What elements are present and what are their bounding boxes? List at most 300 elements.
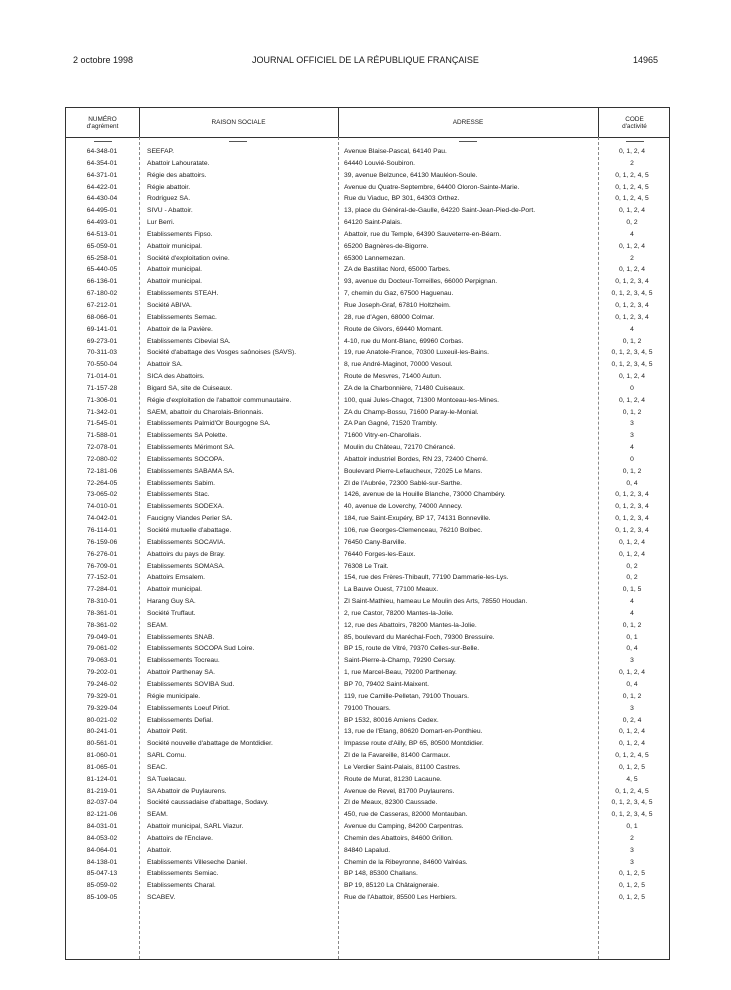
activity-code: 0, 1, 2, 3, 4, 5 — [611, 349, 653, 357]
agrement-number: 79-202-01 — [86, 669, 118, 677]
raison-sociale: Etablissements SOVIBA Sud. — [147, 680, 235, 688]
agrement-number: 64-422-01 — [86, 183, 118, 191]
raison-sociale: Etablissements Sabim. — [147, 479, 216, 487]
raison-sociale: Régie des abattoirs. — [147, 171, 207, 179]
activity-code: 0, 1, 2, 3, 4, 5 — [611, 361, 653, 369]
adresse: 65300 Lannemezan. — [344, 254, 405, 262]
raison-sociale: Lur Berri. — [147, 219, 175, 227]
agrement-number: 81-065-01 — [86, 763, 118, 771]
table-row — [66, 596, 671, 608]
raison-sociale: Abattoir municipal, SARL Viazur. — [147, 823, 244, 831]
column-dash — [94, 141, 112, 142]
column-header-numero-line2: d'agrément — [86, 122, 119, 130]
activity-code: 0, 1, 2, 4, 5 — [615, 787, 649, 795]
adresse: 64440 Louvié-Soubiron. — [344, 159, 416, 167]
raison-sociale: Etablissements SA Polette. — [147, 432, 228, 440]
adresse: 8, rue André-Maginot, 70000 Vesoul. — [344, 361, 453, 369]
adresse: Abattoir, rue du Temple, 64390 Sauveterre-en-Béarn. — [344, 230, 502, 238]
adresse: Rue de l'Abattoir, 85500 Les Herbiers. — [344, 894, 457, 902]
raison-sociale: Rodriguez SA. — [147, 195, 191, 203]
table-row — [66, 857, 671, 869]
column-header-code-line2: d'activité — [622, 122, 647, 130]
agrement-number: 73-065-02 — [86, 491, 118, 499]
table-row — [66, 584, 671, 596]
journal-title: JOURNAL OFFICIEL DE LA RÉPUBLIQUE FRANÇAISE — [252, 55, 479, 65]
adresse: ZA Pan Gagné, 71520 Trambly. — [344, 420, 438, 428]
activity-code: 0, 1, 2, 4 — [618, 538, 646, 546]
table-row — [66, 229, 671, 241]
table-row — [66, 264, 671, 276]
agrement-number: 74-042-01 — [86, 515, 118, 523]
raison-sociale: Etablissements Loeuf Piriot. — [147, 704, 230, 712]
table-row — [66, 738, 671, 750]
column-header-adresse-label: ADRESSE — [452, 119, 484, 126]
table-row — [66, 513, 671, 525]
adresse: 119, rue Camille-Pelletan, 79100 Thouars. — [344, 692, 470, 700]
column-header-raison-sociale — [139, 108, 338, 137]
agrement-number: 71-342-01 — [86, 408, 118, 416]
header-date: 2 octobre 1998 — [73, 55, 134, 65]
agrement-number: 64-348-01 — [86, 148, 118, 155]
agrement-number: 85-109-05 — [86, 894, 118, 902]
agrement-number: 78-361-01 — [86, 609, 118, 617]
adresse: 13, rue de l'Etang, 80620 Domart-en-Ponthieu. — [344, 728, 483, 736]
adresse: Chemin des Abattoirs, 84600 Grillon. — [344, 834, 453, 842]
table-row — [66, 276, 671, 288]
raison-sociale: Etablissements Cibevial SA. — [147, 337, 231, 345]
activity-code: 0, 1, 2, 4 — [618, 373, 646, 381]
table-row — [66, 797, 671, 809]
raison-sociale: SICA des Abattoirs. — [147, 373, 205, 381]
table-row — [66, 300, 671, 312]
raison-sociale: Régie abattoir. — [147, 183, 191, 191]
activity-code: 0, 2, 4 — [622, 716, 642, 724]
agrement-number: 69-141-01 — [86, 325, 118, 333]
agrement-number: 85-047-13 — [86, 870, 118, 878]
raison-sociale: Etablissements SNAB. — [147, 633, 215, 641]
activity-code: 0, 1, 2, 4 — [618, 669, 646, 677]
table-row — [66, 880, 671, 892]
raison-sociale: Etablissements Palmid'Or Bourgogne SA. — [147, 420, 271, 428]
raison-sociale: Etablissements Semiac. — [147, 870, 219, 878]
adresse: Boulevard Pierre-Lefaucheux, 72025 Le Mans. — [344, 467, 483, 475]
adresse: 84840 Lapalud. — [344, 846, 391, 854]
column-header-adresse — [338, 108, 598, 137]
activity-code: 0, 1, 2 — [622, 337, 642, 345]
activity-code: 0, 1, 2, 3, 4 — [615, 491, 649, 499]
table-row — [66, 655, 671, 667]
table-row — [66, 549, 671, 561]
agrement-number: 84-138-01 — [86, 858, 118, 866]
table-row — [66, 442, 671, 454]
agrement-number: 71-157-28 — [86, 384, 118, 392]
agrement-number: 84-031-01 — [86, 823, 118, 831]
table-row — [66, 371, 671, 383]
adresse: Route de Mesvres, 71400 Autun. — [344, 373, 442, 381]
table-row — [66, 359, 671, 371]
agrement-number: 79-329-04 — [86, 704, 118, 712]
adresse: 13, place du Général-de-Gaulle, 64220 Saint-Jean-Pied-de-Port. — [344, 207, 536, 215]
agrement-number: 84-064-01 — [86, 846, 118, 854]
adresse: 19, rue Anatole-France, 70300 Luxeuil-les-Bains. — [344, 349, 489, 357]
adresse: Moulin du Château, 72170 Chérancé. — [344, 444, 456, 452]
table-row — [66, 383, 671, 395]
activity-code: 0, 1, 2, 3, 4 — [615, 515, 649, 523]
agrement-number: 64-493-01 — [86, 219, 118, 227]
activity-code: 0 — [630, 384, 634, 392]
activity-code: 2 — [630, 834, 634, 842]
activity-code: 4 — [630, 230, 634, 238]
activity-code: 0, 1, 2 — [622, 467, 642, 475]
raison-sociale: Abattoirs Emsalem. — [147, 574, 205, 582]
adresse: 85, boulevard du Maréchal-Foch, 79300 Bressuire. — [344, 633, 495, 641]
table-row — [66, 430, 671, 442]
agrement-number: 80-021-02 — [86, 716, 118, 724]
activity-code: 3 — [630, 432, 634, 440]
table-row — [66, 501, 671, 513]
agrement-number: 68-066-01 — [86, 313, 118, 321]
activity-code: 0, 1, 2, 4, 5 — [615, 171, 649, 179]
activity-code: 0, 1, 2, 4 — [618, 740, 646, 748]
adresse: Route de Givors, 69440 Mornant. — [344, 325, 443, 333]
raison-sociale: Abattoir municipal. — [147, 242, 203, 250]
agrement-number: 79-061-02 — [86, 645, 118, 653]
agrement-number: 82-037-04 — [86, 799, 118, 807]
activity-code: 2 — [630, 254, 634, 262]
activity-code: 0, 4 — [626, 479, 638, 487]
agrement-number: 77-284-01 — [86, 586, 118, 594]
raison-sociale: Etablissements SOCAVIA. — [147, 538, 226, 546]
raison-sociale: SEAC. — [147, 763, 168, 771]
raison-sociale: Harang Guy SA. — [147, 598, 196, 606]
activity-code: 0, 1, 2, 4 — [618, 266, 646, 274]
agrement-number: 84-053-02 — [86, 834, 118, 842]
column-header-raison-label: RAISON SOCIALE — [211, 119, 266, 126]
agrement-number: 81-124-01 — [86, 775, 118, 783]
raison-sociale: SCABEV. — [147, 894, 176, 902]
table-row — [66, 478, 671, 490]
table-row — [66, 158, 671, 170]
table-row — [66, 217, 671, 229]
activity-code: 0, 1 — [626, 633, 638, 641]
agrement-number: 80-241-01 — [86, 728, 118, 736]
raison-sociale: Etablissements Villeseche Daniel. — [147, 858, 248, 866]
table-row — [66, 821, 671, 833]
activity-code: 0, 1, 2, 3, 4 — [615, 301, 649, 309]
table-row — [66, 146, 671, 158]
adresse: La Bauve Ouest, 77100 Meaux. — [344, 586, 439, 594]
raison-sociale: Société d'exploitation ovine. — [147, 254, 230, 262]
table-row — [66, 336, 671, 348]
raison-sociale: Abattoir SA. — [147, 361, 183, 369]
agrement-number: 71-545-01 — [86, 420, 118, 428]
raison-sociale: Abattoir municipal. — [147, 266, 203, 274]
adresse: 64120 Saint-Palais. — [344, 219, 402, 227]
adresse: 93, avenue du Docteur-Torreilles, 66000 Perpignan. — [344, 278, 498, 286]
raison-sociale: Abattoir Lahouratate. — [147, 159, 210, 167]
column-header-code — [598, 108, 671, 137]
table-row — [66, 691, 671, 703]
agrement-number: 64-495-01 — [86, 207, 118, 215]
adresse: Avenue de Revel, 81700 Puylaurens. — [344, 787, 455, 795]
agrement-number: 79-246-02 — [86, 680, 118, 688]
activity-code: 0 — [630, 455, 634, 463]
raison-sociale: Etablissements Semac. — [147, 313, 217, 321]
activity-code: 0, 2 — [626, 562, 638, 570]
table-row — [66, 667, 671, 679]
agreement-table — [65, 107, 670, 960]
adresse: 106, rue Georges-Clemenceau, 76210 Bolbec. — [344, 527, 483, 534]
raison-sociale: SEAM. — [147, 811, 168, 819]
agrement-number: 71-306-01 — [86, 396, 118, 404]
table-row — [66, 525, 671, 537]
table-row — [66, 679, 671, 691]
raison-sociale: Régie municipale. — [147, 692, 201, 700]
column-dash — [459, 141, 477, 142]
raison-sociale: Etablissements SOCOPA. — [147, 455, 225, 463]
header-divider — [66, 137, 669, 138]
raison-sociale: Faucigny Viandes Perier SA. — [147, 515, 233, 523]
activity-code: 0, 2 — [626, 574, 638, 582]
adresse: Avenue Blaise-Pascal, 64140 Pau. — [344, 148, 447, 155]
activity-code: 0, 1, 2, 4, 5 — [615, 752, 649, 760]
adresse: 1426, avenue de la Houille Blanche, 73000 Chambéry. — [344, 491, 506, 499]
adresse: Abattoir industriel Bordes, RN 23, 72400 Cherré. — [344, 455, 488, 463]
agrement-number: 72-264-05 — [86, 479, 118, 487]
raison-sociale: Régie d'exploitation de l'abattoir communautaire. — [147, 396, 292, 404]
activity-code: 3 — [630, 858, 634, 866]
column-header-code-line1: CODE — [625, 115, 644, 123]
raison-sociale: Société mutuelle d'abattage. — [147, 527, 232, 534]
adresse: 7, chemin du Gaz, 67500 Haguenau. — [344, 290, 454, 298]
activity-code: 0, 1, 2, 3, 4 — [615, 278, 649, 286]
activity-code: 4, 5 — [626, 775, 638, 783]
adresse: Avenue du Camping, 84200 Carpentras. — [344, 823, 464, 831]
activity-code: 0, 1, 2, 4 — [618, 396, 646, 404]
table-body — [66, 146, 671, 904]
activity-code: 0, 1, 2, 4 — [618, 148, 646, 155]
agrement-number: 72-080-02 — [86, 455, 118, 463]
raison-sociale: SARL Cornu. — [147, 752, 187, 760]
agrement-number: 85-059-02 — [86, 882, 118, 890]
raison-sociale: Etablissements STEAH. — [147, 290, 219, 298]
table-row — [66, 288, 671, 300]
agrement-number: 65-059-01 — [86, 242, 118, 250]
agrement-number: 72-181-06 — [86, 467, 118, 475]
activity-code: 0, 1, 2, 3, 4 — [615, 527, 649, 534]
raison-sociale: Société Truffaut. — [147, 609, 196, 617]
raison-sociale: Société d'abattage des Vosges saônoises (SAVS). — [147, 349, 297, 357]
agrement-number: 79-063-01 — [86, 657, 118, 665]
raison-sociale: Abattoirs de l'Enclave. — [147, 834, 213, 842]
activity-code: 0, 2 — [626, 219, 638, 227]
agrement-number: 72-078-01 — [86, 444, 118, 452]
raison-sociale: Etablissements SODEXA. — [147, 503, 224, 511]
raison-sociale: Abattoir de la Pavière. — [147, 325, 213, 333]
agrement-number: 78-310-01 — [86, 598, 118, 606]
agrement-number: 71-588-01 — [86, 432, 118, 440]
agrement-number: 67-180-02 — [86, 290, 118, 298]
table-row — [66, 608, 671, 620]
activity-code: 0, 1, 2, 4 — [618, 242, 646, 250]
raison-sociale: Abattoir municipal. — [147, 586, 203, 594]
activity-code: 0, 1, 2, 4 — [618, 728, 646, 736]
raison-sociale: Etablissements Stac. — [147, 491, 210, 499]
table-row — [66, 241, 671, 253]
table-row — [66, 643, 671, 655]
table-row — [66, 833, 671, 845]
column-header-numero — [66, 108, 139, 137]
adresse: ZI de Meaux, 82300 Caussade. — [344, 799, 438, 807]
adresse: 450, rue de Casseras, 82000 Montauban. — [344, 811, 468, 819]
activity-code: 0, 1, 2 — [622, 408, 642, 416]
table-row — [66, 170, 671, 182]
activity-code: 4 — [630, 598, 634, 606]
table-row — [66, 561, 671, 573]
agrement-number: 77-152-01 — [86, 574, 118, 582]
agrement-number: 64-430-04 — [86, 195, 118, 203]
adresse: 154, rue des Frères-Thibault, 77190 Dammarie-les-Lys. — [344, 574, 509, 582]
activity-code: 0, 1, 2, 3, 4, 5 — [611, 799, 653, 807]
adresse: 40, avenue de Loverchy, 74000 Annecy. — [344, 503, 463, 511]
activity-code: 0, 1, 2, 3, 4, 5 — [611, 290, 653, 298]
table-row — [66, 726, 671, 738]
adresse: BP 15, route de Vitré, 79370 Celles-sur-Belle. — [344, 645, 480, 653]
raison-sociale: Etablissements Mérimont SA. — [147, 444, 235, 452]
activity-code: 4 — [630, 325, 634, 333]
adresse: 76308 Le Trait. — [344, 562, 389, 570]
activity-code: 0, 1, 2, 4 — [618, 207, 646, 215]
adresse: Rue du Viaduc, BP 301, 64303 Orthez. — [344, 195, 460, 203]
adresse: 76450 Cany-Barville. — [344, 538, 407, 546]
adresse: Le Verdier Saint-Palais, 81100 Castres. — [344, 763, 461, 771]
table-row — [66, 205, 671, 217]
activity-code: 0, 1, 2, 5 — [618, 894, 646, 902]
table-row — [66, 418, 671, 430]
adresse: ZA du Champ-Bossu, 71600 Paray-le-Monial. — [344, 408, 479, 416]
raison-sociale: Etablissements SOCOPA Sud Loire. — [147, 645, 255, 653]
adresse: 184, rue Saint-Exupéry, BP 17, 74131 Bonneville. — [344, 515, 491, 523]
activity-code: 0, 1, 2, 4, 5 — [615, 195, 649, 203]
adresse: 12, rue des Abattoirs, 78200 Mantes-la-Jolie. — [344, 621, 477, 629]
agrement-number: 67-212-01 — [86, 301, 118, 309]
activity-code: 0, 1, 5 — [622, 586, 642, 594]
raison-sociale: Abattoir. — [147, 846, 172, 854]
agrement-number: 80-561-01 — [86, 740, 118, 748]
adresse: 28, rue d'Agen, 68000 Colmar. — [344, 313, 435, 321]
activity-code: 0, 1, 2, 3, 4 — [615, 503, 649, 511]
raison-sociale: Bigard SA, site de Cuiseaux. — [147, 384, 233, 392]
table-row — [66, 845, 671, 857]
table-row — [66, 182, 671, 194]
activity-code: 0, 1 — [626, 823, 638, 831]
agrement-number: 65-440-05 — [86, 266, 118, 274]
agrement-number: 79-049-01 — [86, 633, 118, 641]
adresse: Saint-Pierre-à-Champ, 79290 Cersay. — [344, 657, 456, 665]
activity-code: 0, 1, 2, 5 — [618, 870, 646, 878]
raison-sociale: Etablissements SABAMA SA. — [147, 467, 235, 475]
raison-sociale: Abattoirs du pays de Bray. — [147, 550, 225, 558]
agrement-number: 66-136-01 — [86, 278, 118, 286]
table-row — [66, 868, 671, 880]
adresse: 65200 Bagnères-de-Bigorre. — [344, 242, 429, 250]
raison-sociale: SEAM. — [147, 621, 168, 629]
activity-code: 0, 4 — [626, 680, 638, 688]
table-row — [66, 253, 671, 265]
activity-code: 4 — [630, 444, 634, 452]
adresse: BP 19, 85120 La Châtaigneraie. — [344, 882, 440, 890]
adresse: 79100 Thouars. — [344, 704, 391, 712]
table-row — [66, 395, 671, 407]
agrement-number: 81-060-01 — [86, 752, 118, 760]
activity-code: 0, 1, 2 — [622, 692, 642, 700]
activity-code: 3 — [630, 704, 634, 712]
raison-sociale: Société nouvelle d'abattage de Montdidier. — [147, 740, 273, 748]
adresse: Chemin de la Ribeyronne, 84600 Valréas. — [344, 858, 468, 866]
agrement-number: 69-273-01 — [86, 337, 118, 345]
adresse: 4-10, rue du Mont-Blanc, 69960 Corbas. — [344, 337, 464, 345]
table-row — [66, 809, 671, 821]
adresse: 71600 Vitry-en-Charollais. — [344, 432, 422, 440]
table-row — [66, 892, 671, 904]
adresse: 39, avenue Belzunce, 64130 Mauléon-Soule. — [344, 171, 478, 179]
table-row — [66, 715, 671, 727]
column-header-numero-line1: NUMÉRO — [88, 115, 117, 123]
adresse: 76440 Forges-les-Eaux. — [344, 550, 416, 558]
column-dash — [626, 141, 644, 142]
agrement-number: 82-121-06 — [86, 811, 118, 819]
table-row — [66, 762, 671, 774]
table-row — [66, 347, 671, 359]
table-row — [66, 454, 671, 466]
agrement-number: 76-709-01 — [86, 562, 118, 570]
adresse: ZA de la Charbonnière, 71480 Cuiseaux. — [344, 384, 465, 392]
adresse: 1, rue Marcel-Beau, 79200 Parthenay. — [344, 669, 457, 677]
agrement-number: 79-329-01 — [86, 692, 118, 700]
activity-code: 0, 1, 2, 4 — [618, 550, 646, 558]
adresse: Rue Joseph-Graf, 67810 Holtzheim. — [344, 301, 451, 309]
raison-sociale: SAEM, abattoir du Charolais-Brionnais. — [147, 408, 264, 416]
raison-sociale: SA Abattoir de Puylaurens. — [147, 787, 227, 795]
agrement-number: 71-014-01 — [86, 373, 118, 381]
table-row — [66, 632, 671, 644]
table-row — [66, 537, 671, 549]
adresse: ZI de l'Aubrée, 72300 Sablé-sur-Sarthe. — [344, 479, 463, 487]
raison-sociale: Abattoir Parthenay SA. — [147, 669, 216, 677]
table-row — [66, 620, 671, 632]
activity-code: 0, 1, 2, 5 — [618, 882, 646, 890]
agrement-number: 76-276-01 — [86, 550, 118, 558]
agrement-number: 76-159-06 — [86, 538, 118, 546]
raison-sociale: SA Tuelacau. — [147, 775, 187, 783]
raison-sociale: Etablissements Charal. — [147, 882, 216, 890]
activity-code: 0, 1, 2, 3, 4, 5 — [611, 811, 653, 819]
activity-code: 0, 4 — [626, 645, 638, 653]
adresse: BP 70, 79402 Saint-Maixent. — [344, 680, 430, 688]
agrement-number: 64-354-01 — [86, 159, 118, 167]
adresse: ZI Saint-Mathieu, hameau Le Moulin des Arts, 78550 Houdan. — [344, 598, 528, 606]
activity-code: 0, 1, 2 — [622, 621, 642, 629]
adresse: Impasse route d'Ailly, BP 65, 80500 Montdidier. — [344, 740, 484, 748]
agrement-number: 76-114-01 — [87, 527, 117, 534]
raison-sociale: Etablissements Fipso. — [147, 230, 213, 238]
agrement-number: 70-550-04 — [86, 361, 118, 369]
agrement-number: 64-371-01 — [86, 171, 118, 179]
adresse: Avenue du Quatre-Septembre, 64400 Oloron-Sainte-Marie. — [344, 183, 520, 191]
adresse: BP 1532, 80016 Amiens Cedex. — [344, 716, 439, 724]
activity-code: 2 — [630, 159, 634, 167]
agrement-number: 78-361-02 — [86, 621, 118, 629]
